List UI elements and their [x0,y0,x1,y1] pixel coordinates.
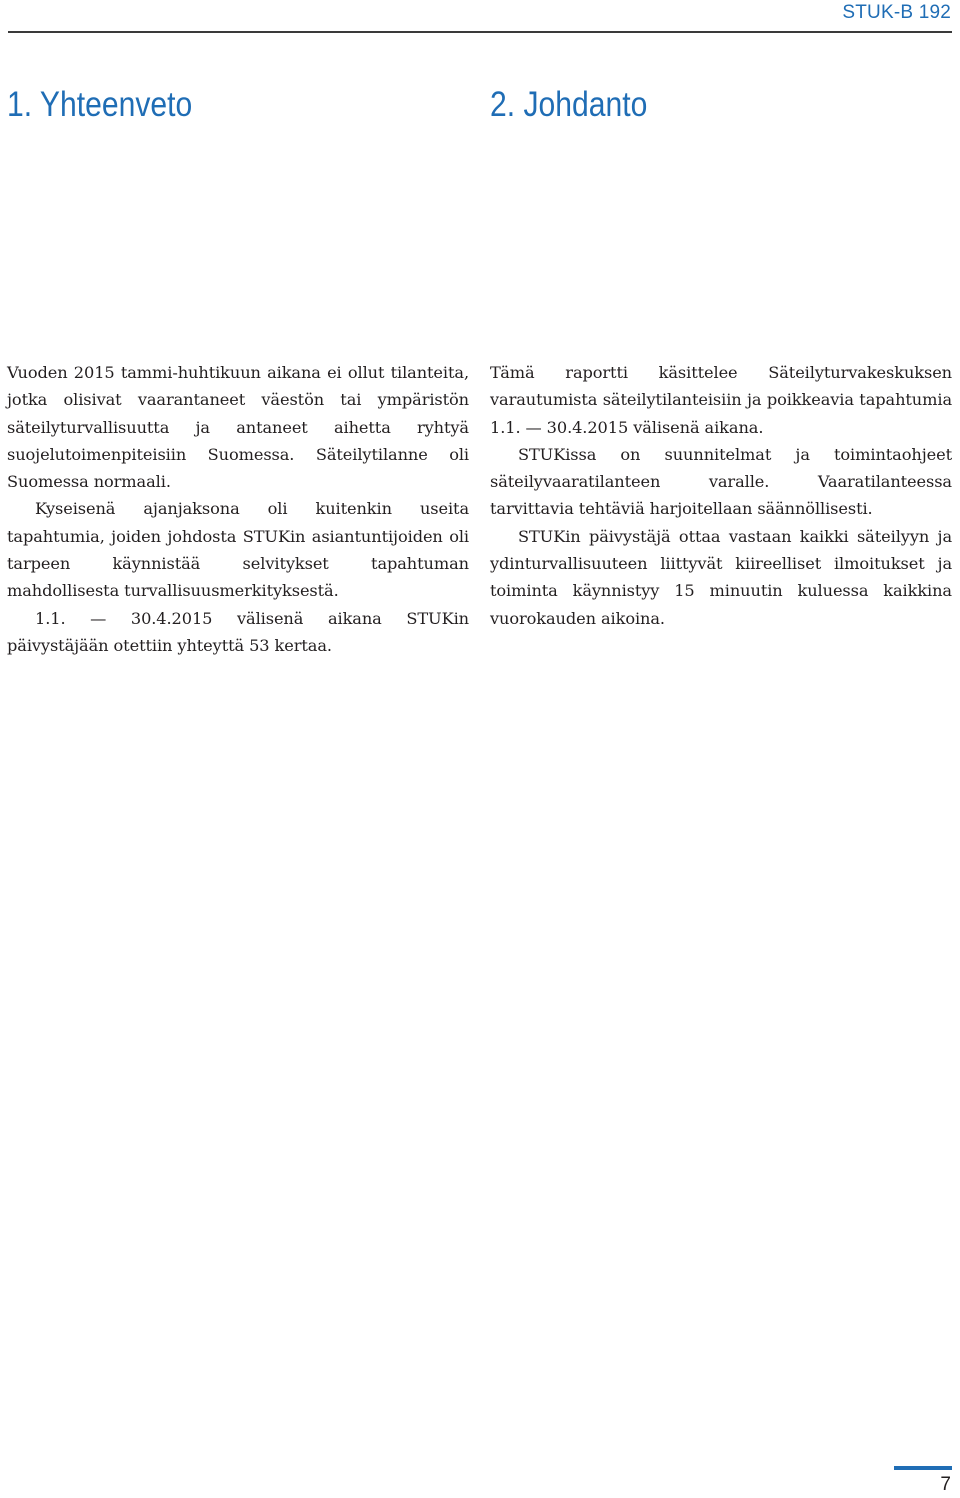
introduction-paragraph-3: STUKin päivystäjä ottaa vastaan kaikki säteilyyn ja ydinturvallisuuteen liittyvät kiireelliset ilmoitukset ja toiminta käynnistyy 15 minuutin kuluessa kaikkina vuorokauden aikoina. [490,526,952,628]
report-series-label: STUK-B 192 [842,2,951,23]
summary-paragraph-1: Vuoden 2015 tammi-huhtikuun aikana ei ollut tilanteita, jotka olisivat vaarantaneet väestön tai ympäristön säteilyturvallisuutta ja antaneet aihetta ryhtyä suojelutoimenpiteisiin Suomessa. Säteilytilanne oli Suomessa normaali. [7,363,469,492]
page-number: 7 [940,1474,951,1495]
footer-accent-bar [894,1466,952,1470]
summary-paragraph-3: 1.1. — 30.4.2015 välisenä aikana STUKin päivystäjään otettiin yhteyttä 53 kertaa. [7,608,469,655]
summary-heading: 1. Yhteenveto [7,85,193,124]
introduction-heading: 2. Johdanto [490,85,648,124]
introduction-paragraph-2: STUKissa on suunnitelmat ja toimintaohjeet säteilyvaaratilanteen varalle. Vaaratilanteessa tarvittavia tehtäviä harjoitellaan säännöllisesti. [490,444,952,519]
introduction-section [490,359,952,632]
introduction-paragraph-1: Tämä raportti käsittelee Säteilyturvakeskuksen varautumista säteilytilanteisiin ja poikkeavia tapahtumia 1.1. — 30.4.2015 välisenä aikana. [490,363,952,437]
summary-section [7,359,469,659]
summary-paragraph-2: Kyseisenä ajanjaksona oli kuitenkin useita tapahtumia, joiden johdosta STUKin asiantuntijoiden oli tarpeen käynnistää selvitykset tapahtuman mahdollisesta turvallisuusmerkityksestä. [7,499,469,601]
header-divider [8,31,952,33]
